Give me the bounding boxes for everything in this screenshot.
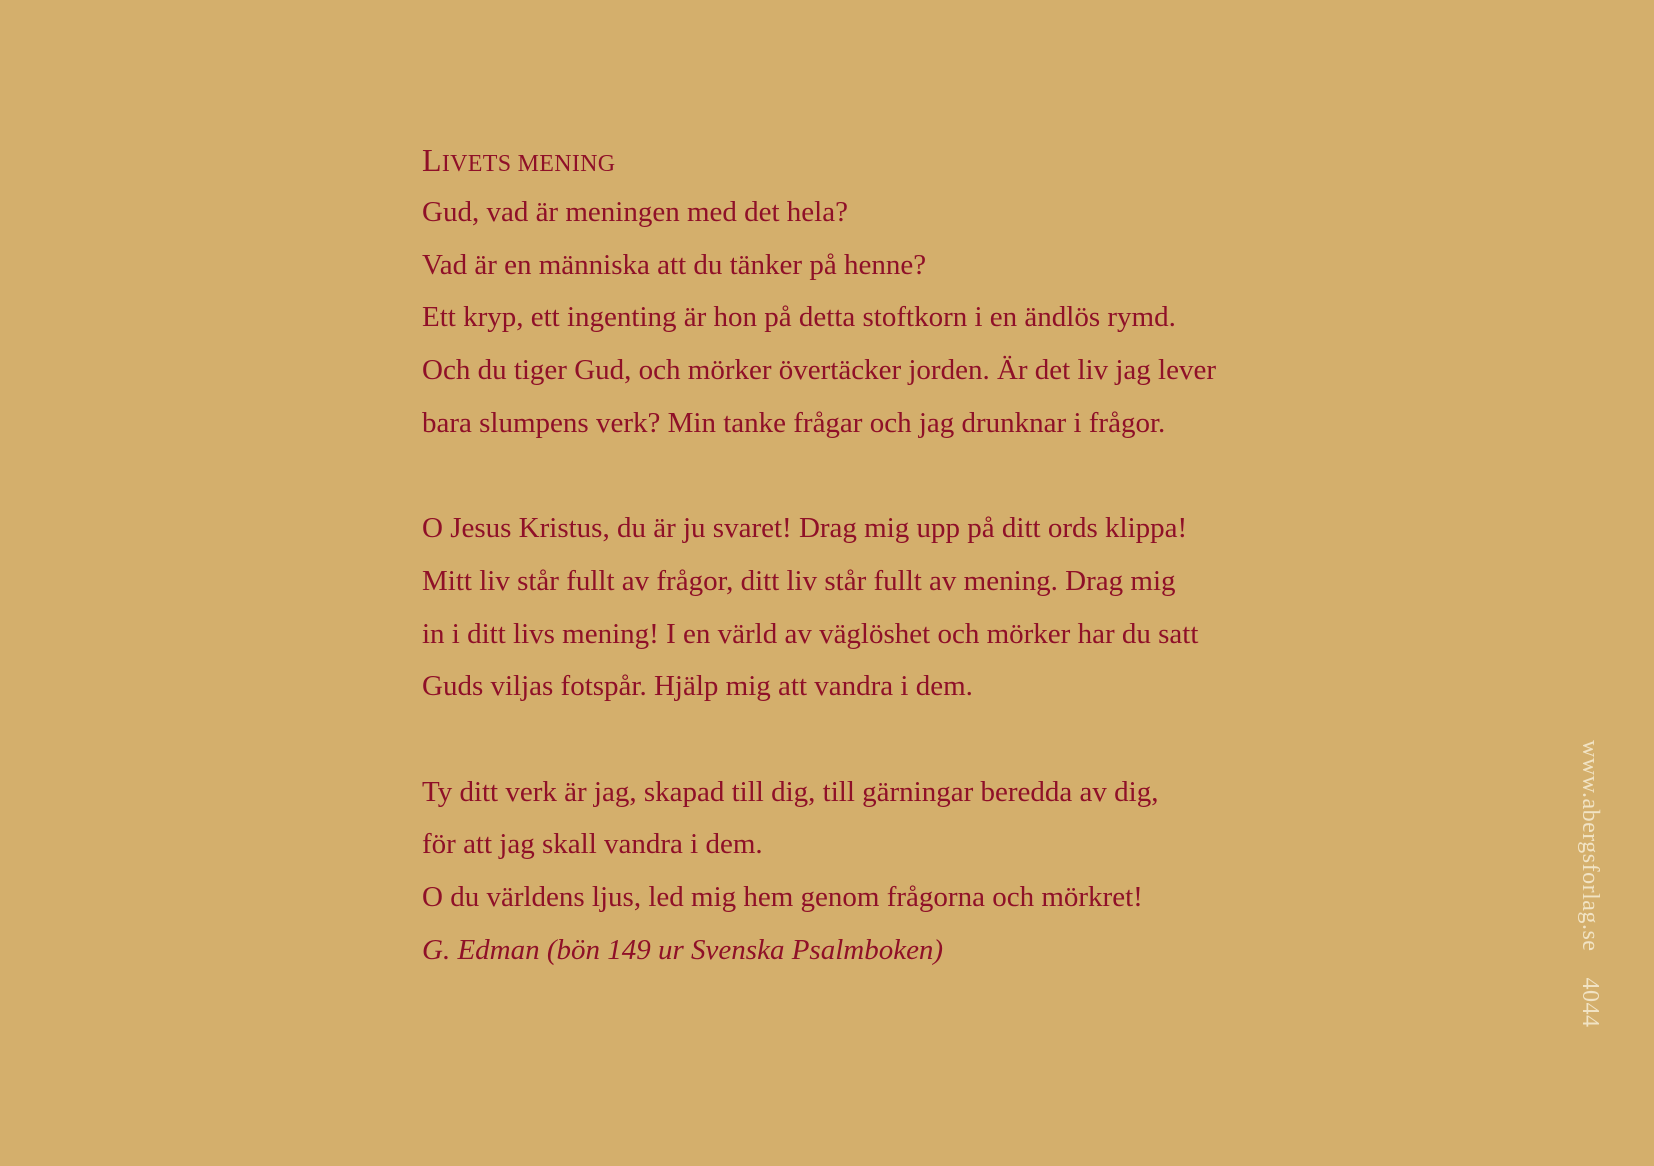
poem-title-rest: IVETS MENING [441,151,616,177]
stanza-3 [422,766,1382,924]
stanza-1 [422,186,1382,449]
poem-line: Och du tiger Gud, och mörker övertäcker jorden. Är det liv jag lever [422,354,1216,387]
publisher-url: www.abergsforlag.se [1577,740,1603,952]
poem-line: O Jesus Kristus, du är ju svaret! Drag mig upp på ditt ords klippa! [422,512,1188,545]
poem-title-initial: L [422,142,442,178]
poem-line: in i ditt livs mening! I en värld av väglöshet och mörker har du satt [422,617,1199,650]
product-code: 4044 [1577,977,1603,1028]
poem-line: Gud, vad är meningen med det hela? [422,196,848,228]
poem-line: O du världens ljus, led mig hem genom frågorna och mörkret! [422,880,1143,913]
poem [422,134,1382,976]
poem-line: Vad är en människa att du tänker på henne? [422,248,927,281]
stanza-gap [422,713,1382,766]
publisher-side-text [1578,740,1602,1027]
stanza-2 [422,502,1382,713]
poem-line: Mitt liv står fullt av frågor, ditt liv står fullt av mening. Drag mig [422,564,1176,597]
poem-title [422,134,1382,186]
poem-attribution: G. Edman (bön 149 ur Svenska Psalmboken) [422,933,944,966]
poem-line: Guds viljas fotspår. Hjälp mig att vandra i dem. [422,670,973,703]
poem-line: bara slumpens verk? Min tanke frågar och jag drunknar i frågor. [422,406,1166,439]
poem-line: Ty ditt verk är jag, skapad till dig, till gärningar beredda av dig, [422,775,1159,808]
poem-line: för att jag skall vandra i dem. [422,828,763,861]
poem-line: Ett kryp, ett ingenting är hon på detta stoftkorn i en ändlös rymd. [422,301,1176,334]
stanza-gap [422,449,1382,502]
